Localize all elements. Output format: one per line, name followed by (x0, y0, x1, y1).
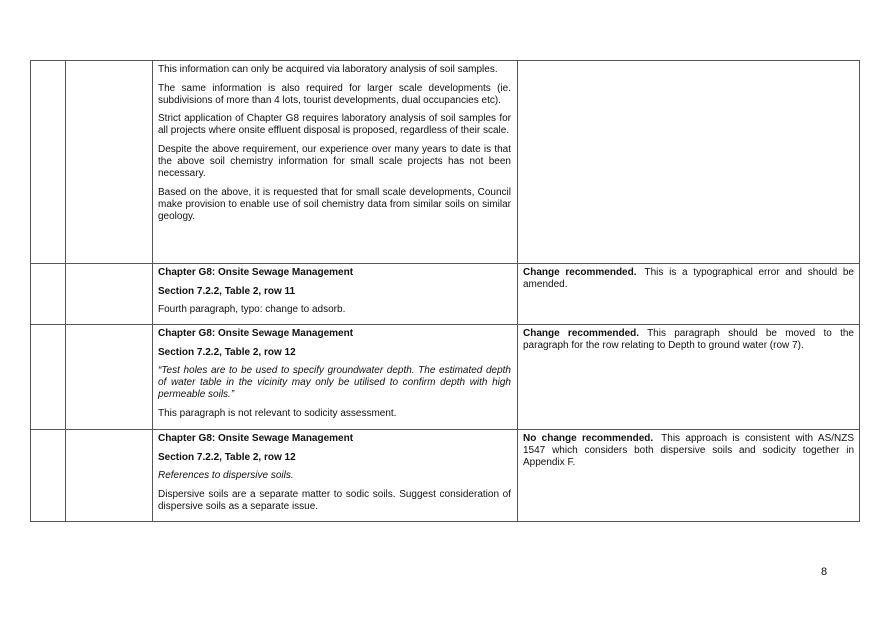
response-cell (518, 430, 860, 522)
submission-cell (153, 430, 518, 522)
response-verdict: No change recommended. (523, 433, 654, 444)
response-cell (518, 61, 860, 264)
submission-cell (153, 325, 518, 430)
submission-paragraph: The same information is also required for larger scale developments (ie. subdivisions of more than 4 lots, tourist developments, dual occupancies etc). (158, 82, 511, 106)
table-row (31, 61, 860, 264)
submission-paragraph: Despite the above requirement, our experience over many years to date is that the above soil chemistry information for small scale projects has not been necessary. (158, 143, 511, 180)
response-text: This is a typographical error and should be amended. (523, 267, 854, 291)
table-cell-index (31, 264, 66, 325)
table-cell-index (31, 325, 66, 430)
table-cell-submitter (66, 264, 153, 325)
table-cell-submitter (66, 61, 153, 264)
table-row (31, 430, 860, 522)
section-heading: Section 7.2.2, Table 2, row 12 (158, 451, 296, 463)
table-cell-index (31, 430, 66, 522)
submission-paragraph: Based on the above, it is requested that for small scale developments, Council make provision to enable use of soil chemistry data from similar soils on similar geology. (158, 186, 511, 223)
submission-cell (153, 264, 518, 325)
response-cell (518, 325, 860, 430)
submission-paragraph: Strict application of Chapter G8 requires laboratory analysis of soil samples for all projects where onsite effluent disposal is proposed, regardless of their scale. (158, 113, 511, 137)
quoted-text: “Test holes are to be used to specify groundwater depth. The estimated depth of water table in the vicinity may only be utilised to confirm depth with high permeable soils.” (158, 365, 511, 401)
table-row (31, 264, 860, 325)
submission-paragraph: This information can only be acquired via laboratory analysis of soil samples. (158, 64, 498, 75)
response-verdict: Change recommended. (523, 328, 640, 339)
response-text: This approach is consistent with AS/NZS 1547 which considers both dispersive soils and sodicity together in Appendix F. (523, 433, 855, 469)
quoted-text: References to dispersive soils. (158, 470, 294, 481)
response-cell (518, 264, 860, 325)
table-cell-index (31, 61, 66, 264)
submission-comment: Fourth paragraph, typo: change to adsorb. (158, 304, 346, 315)
submission-cell (153, 61, 518, 264)
submissions-table (30, 60, 860, 522)
table-cell-submitter (66, 430, 153, 522)
submission-comment: Dispersive soils are a separate matter to sodic soils. Suggest consideration of dispersive soils as a separate issue. (158, 488, 511, 512)
table-cell-submitter (66, 325, 153, 430)
section-heading: Section 7.2.2, Table 2, row 11 (158, 285, 296, 297)
page-number: 8 (821, 566, 828, 578)
response-text: This paragraph should be moved to the paragraph for the row relating to Depth to ground water (row 7). (523, 328, 854, 352)
chapter-heading: Chapter G8: Onsite Sewage Management (158, 433, 354, 444)
response-verdict: Change recommended. (523, 267, 637, 278)
chapter-heading: Chapter G8: Onsite Sewage Management (158, 267, 354, 278)
section-heading: Section 7.2.2, Table 2, row 12 (158, 346, 296, 358)
submission-comment: This paragraph is not relevant to sodicity assessment. (158, 407, 397, 419)
chapter-heading: Chapter G8: Onsite Sewage Management (158, 328, 354, 339)
table-row (31, 325, 860, 430)
